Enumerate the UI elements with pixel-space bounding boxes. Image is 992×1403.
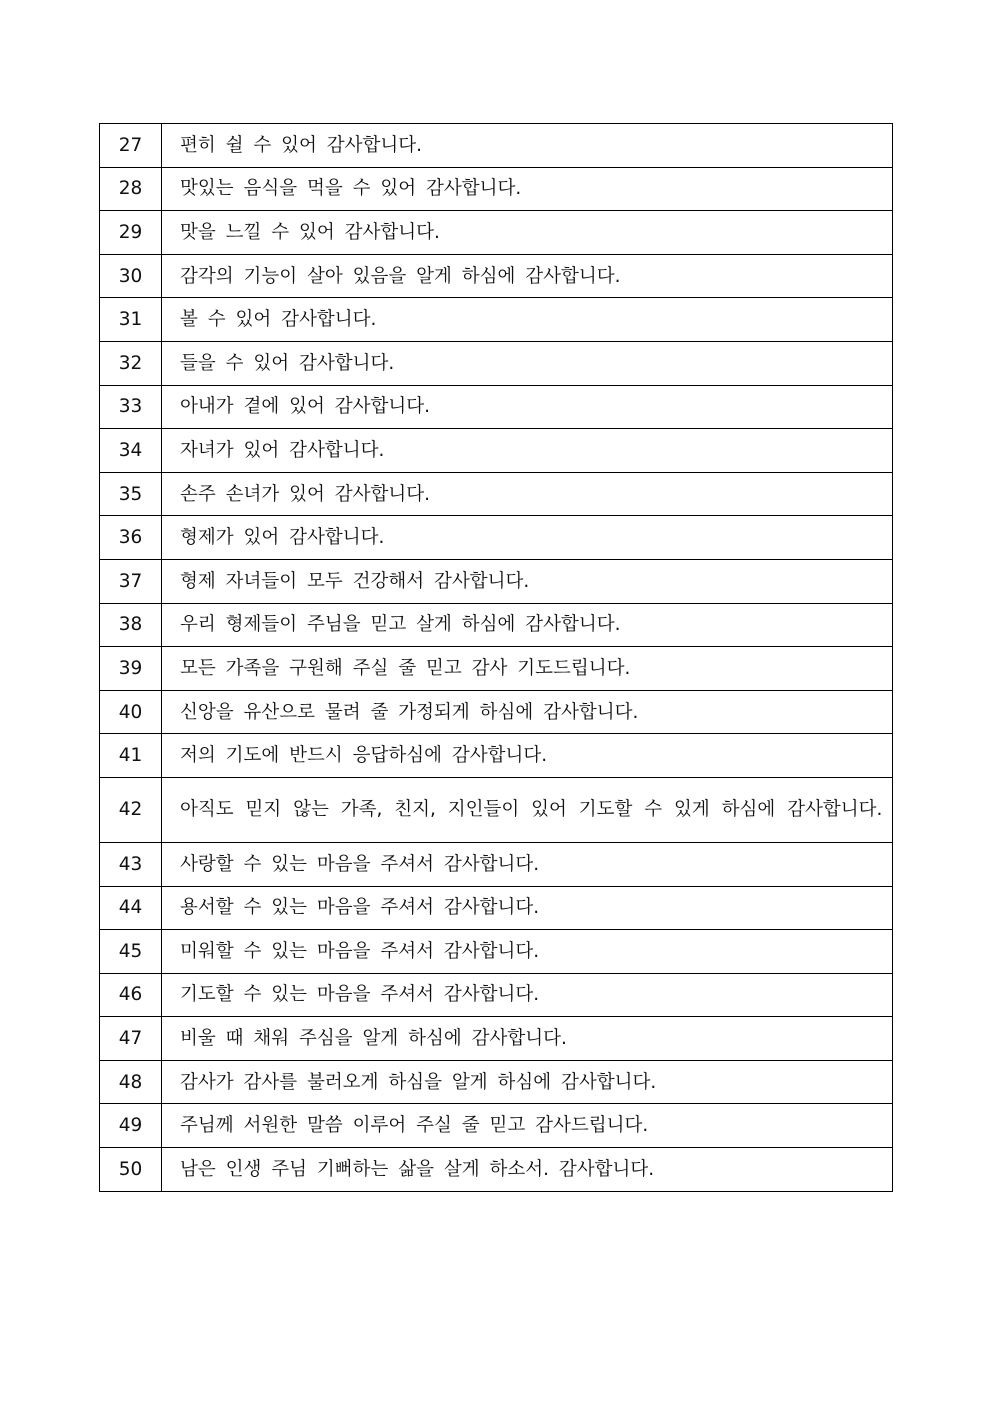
- table-row: [100, 973, 893, 1017]
- row-text: 자녀가 있어 감사합니다.: [162, 429, 893, 473]
- row-number: 33: [100, 385, 162, 429]
- row-number: 45: [100, 930, 162, 974]
- row-number: 31: [100, 298, 162, 342]
- row-text: 형제가 있어 감사합니다.: [162, 516, 893, 560]
- row-number: 43: [100, 842, 162, 886]
- row-number: 49: [100, 1104, 162, 1148]
- table-row: [100, 341, 893, 385]
- row-number: 44: [100, 886, 162, 930]
- row-number: 34: [100, 429, 162, 473]
- row-number: 42: [100, 777, 162, 842]
- row-text: 사랑할 수 있는 마음을 주셔서 감사합니다.: [162, 842, 893, 886]
- gratitude-table-body: [100, 124, 893, 1192]
- row-number: 32: [100, 341, 162, 385]
- row-text: 형제 자녀들이 모두 건강해서 감사합니다.: [162, 559, 893, 603]
- row-text: 우리 형제들이 주님을 믿고 살게 하심에 감사합니다.: [162, 603, 893, 647]
- row-number: 47: [100, 1017, 162, 1061]
- row-text: 모든 가족을 구원해 주실 줄 믿고 감사 기도드립니다.: [162, 647, 893, 691]
- table-row: [100, 777, 893, 842]
- table-row: [100, 516, 893, 560]
- table-row: [100, 842, 893, 886]
- row-text: 비울 때 채워 주심을 알게 하심에 감사합니다.: [162, 1017, 893, 1061]
- row-text: 주님께 서원한 말씀 이루어 주실 줄 믿고 감사드립니다.: [162, 1104, 893, 1148]
- table-row: [100, 603, 893, 647]
- table-row: [100, 124, 893, 168]
- row-text: 미워할 수 있는 마음을 주셔서 감사합니다.: [162, 930, 893, 974]
- row-number: 48: [100, 1060, 162, 1104]
- row-text: 감사가 감사를 불러오게 하심을 알게 하심에 감사합니다.: [162, 1060, 893, 1104]
- row-number: 28: [100, 167, 162, 211]
- row-number: 35: [100, 472, 162, 516]
- row-text: 기도할 수 있는 마음을 주셔서 감사합니다.: [162, 973, 893, 1017]
- row-text: 감각의 기능이 살아 있음을 알게 하심에 감사합니다.: [162, 254, 893, 298]
- row-number: 41: [100, 734, 162, 778]
- table-row: [100, 886, 893, 930]
- table-row: [100, 734, 893, 778]
- row-text: 저의 기도에 반드시 응답하심에 감사합니다.: [162, 734, 893, 778]
- row-number: 40: [100, 690, 162, 734]
- table-row: [100, 1060, 893, 1104]
- row-number: 36: [100, 516, 162, 560]
- table-row: [100, 167, 893, 211]
- table-row: [100, 1104, 893, 1148]
- table-row: [100, 385, 893, 429]
- row-text: 남은 인생 주님 기뻐하는 삶을 살게 하소서. 감사합니다.: [162, 1148, 893, 1192]
- table-row: [100, 559, 893, 603]
- row-text: 들을 수 있어 감사합니다.: [162, 341, 893, 385]
- row-text: 손주 손녀가 있어 감사합니다.: [162, 472, 893, 516]
- row-text: 맛있는 음식을 먹을 수 있어 감사합니다.: [162, 167, 893, 211]
- row-number: 38: [100, 603, 162, 647]
- row-number: 39: [100, 647, 162, 691]
- row-number: 46: [100, 973, 162, 1017]
- table-row: [100, 429, 893, 473]
- table-row: [100, 1017, 893, 1061]
- gratitude-table: [99, 123, 893, 1192]
- table-row: [100, 690, 893, 734]
- row-text: 아직도 믿지 않는 가족, 친지, 지인들이 있어 기도할 수 있게 하심에 감사합니다.: [162, 777, 893, 842]
- row-text: 볼 수 있어 감사합니다.: [162, 298, 893, 342]
- table-row: [100, 211, 893, 255]
- table-row: [100, 930, 893, 974]
- row-text: 신앙을 유산으로 물려 줄 가정되게 하심에 감사합니다.: [162, 690, 893, 734]
- row-text: 아내가 곁에 있어 감사합니다.: [162, 385, 893, 429]
- table-row: [100, 472, 893, 516]
- row-number: 50: [100, 1148, 162, 1192]
- row-number: 29: [100, 211, 162, 255]
- row-number: 37: [100, 559, 162, 603]
- row-text: 맛을 느낄 수 있어 감사합니다.: [162, 211, 893, 255]
- table-row: [100, 647, 893, 691]
- row-number: 27: [100, 124, 162, 168]
- row-text: 용서할 수 있는 마음을 주셔서 감사합니다.: [162, 886, 893, 930]
- row-text: 편히 쉴 수 있어 감사합니다.: [162, 124, 893, 168]
- row-number: 30: [100, 254, 162, 298]
- table-row: [100, 298, 893, 342]
- table-row: [100, 1148, 893, 1192]
- table-row: [100, 254, 893, 298]
